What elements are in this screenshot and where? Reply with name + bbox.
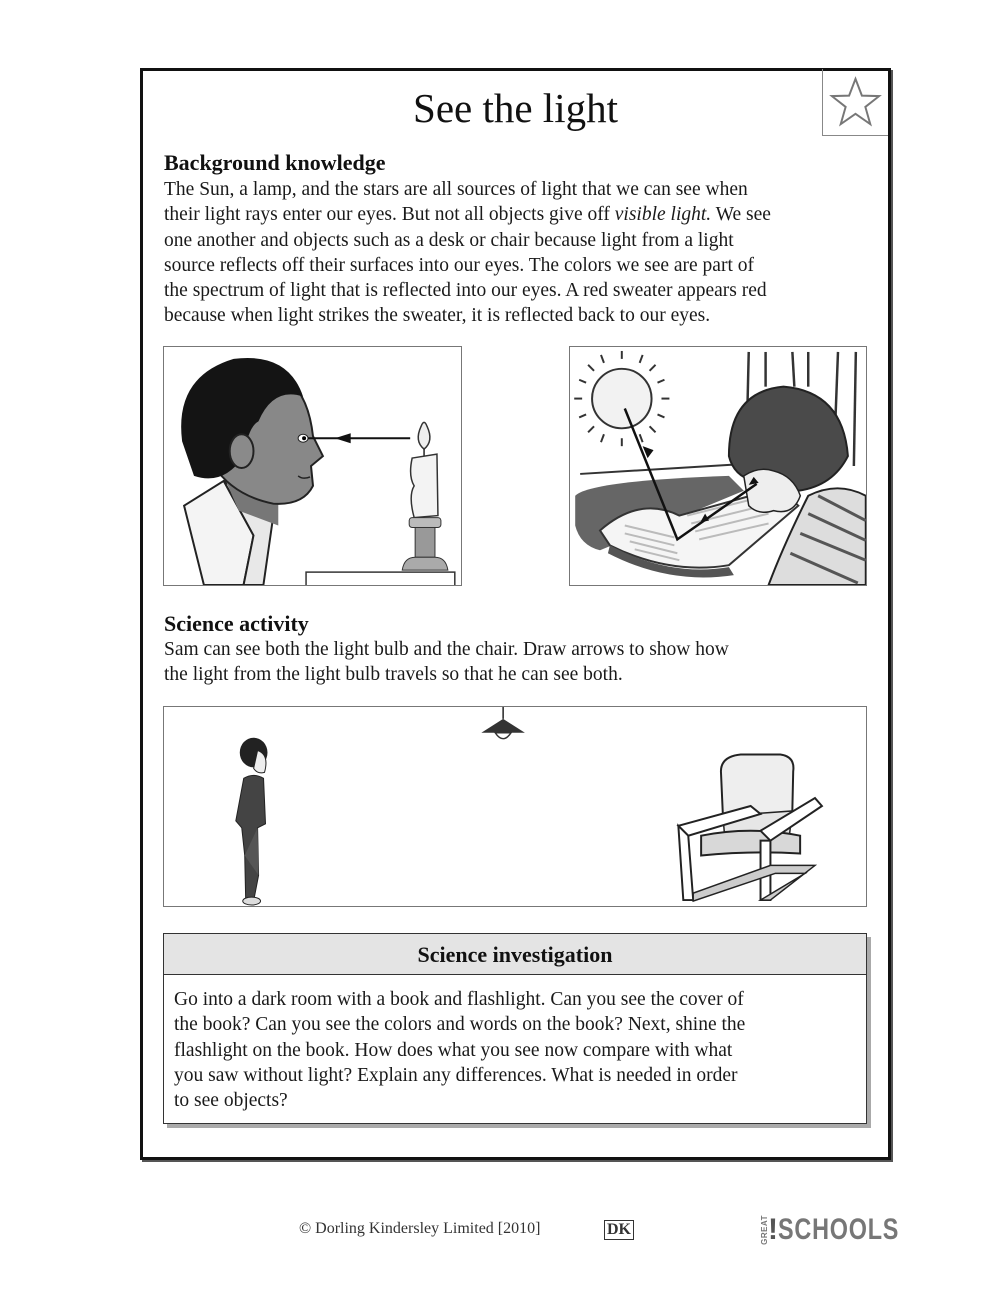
activity-heading: Science activity <box>164 611 309 636</box>
page-title: See the light <box>413 85 618 131</box>
investigation-heading: Science investigation <box>164 934 866 975</box>
greatschools-logo[interactable] <box>760 1214 933 1246</box>
investigation-paragraph: Go into a dark room with a book and flashlight. Can you see the cover of the book? Can you see the colors and words on the book? Next, shine the flashlight on the book. How does what you see now compare with what you saw without light? Explain any differences. What is needed in order to see objects? <box>174 989 746 1112</box>
greatschools-bang: ! <box>768 1213 778 1246</box>
investigation-box <box>163 933 867 1124</box>
girl-reading-illustration <box>569 346 867 586</box>
activity-paragraph: Sam can see both the light bulb and the chair. Draw arrows to show how the light from the light bulb travels so that he can see both. <box>164 639 729 686</box>
footer <box>0 1213 1000 1248</box>
boy-candle-illustration <box>163 346 462 586</box>
background-paragraph: The Sun, a lamp, and the stars are all sources of light that we can see when their light rays enter our eyes. But not all objects give off visible light. We see one another and objects such as a desk or chair because light from a light source reflects off their surfaces into our eyes. The colors we see are part of the spectrum of light that is reflected into our eyes. A red sweater appears red because when light strikes the sweater, it is reflected back to our eyes. <box>164 179 771 327</box>
background-heading: Background knowledge <box>164 150 386 175</box>
sam-drawing-area[interactable] <box>163 706 867 907</box>
copyright-text: © Dorling Kindersley Limited [2010] <box>299 1220 541 1237</box>
greatschools-schools-text: SCHOOLS <box>778 1213 900 1246</box>
greatschools-great-text: GREAT <box>760 1215 769 1245</box>
dk-logo: DK <box>604 1220 634 1240</box>
